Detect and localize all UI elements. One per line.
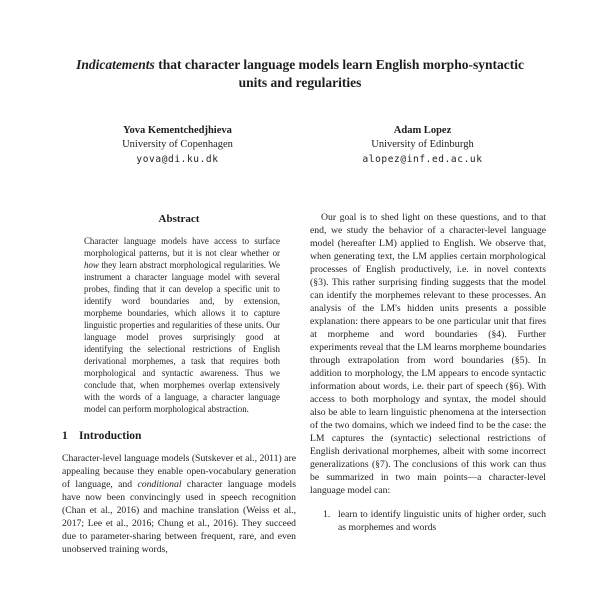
introduction-paragraph: Character-level language models (Sutskever et al., 2011) are appealing because they enable open-vocabulary generation of language, and conditional character language models have now been convincingly used in speech recognition (Chan et al., 2016) and machine translation (Weiss et al., 2017; Lee et al., 2016; Chung et al., 2016). They succeed due to parameter-sharing between frequent, rare, and even unobserved training words, bbox=[62, 453, 296, 555]
authors-block bbox=[55, 124, 545, 166]
author-1-email: yova@di.ku.dk bbox=[136, 154, 219, 165]
left-column bbox=[62, 213, 296, 600]
section-number: 1 bbox=[62, 430, 68, 442]
right-column bbox=[310, 211, 546, 600]
author-2-affiliation: University of Edinburgh bbox=[371, 139, 474, 150]
section-heading-introduction bbox=[62, 429, 296, 443]
paper-title-rest: that character language models learn English morpho-syntactic units and regularities bbox=[154, 57, 524, 90]
right-column-paragraph: Our goal is to shed light on these questions, and to that end, we study the behavior of a character-level language model (hereafter LM) applied to English. We observe that, when generating text, the LM applies certain morphological processes of English productively, i.e. in novel contexts (§3). This rather surprising finding suggests that the model can identify the morphemes relevant to these processes. An analysis of the LM's hidden units presents a possible explanation: there appears to be one particular unit that fires at morpheme and word boundaries (§4). Further experiments reveal that the LM learns morpheme boundaries through extrapolation from word boundaries (§5). In addition to morphology, the LM appears to encode syntactic information about words, i.e. their part of speech (§6). With access to both morphology and syntax, the model should also be able to learn linguistic phenomena at the intersection of the two domains, which we indeed find to be the case: the LM captures the (syntactic) selectional restrictions of English derivational morphemes, albeit with some incorrect generalizations (§7). The conclusions of this work can thus be summarized in two main points—a character-level language model can: bbox=[310, 212, 546, 496]
author-1-name: Yova Kementchedjhieva bbox=[123, 125, 232, 136]
abstract-text: Character language models have access to surface morphological patterns, but it is not clear whether or how they learn abstract morphological regularities. We instrument a character language model with several probes, finding that it can develop a specific unit to identify word boundaries and, by extension, morpheme boundaries, which allows it to capture linguistic properties and regularities of these units. Our language model proves surprisingly good at identifying the selectional restrictions of English derivational morphemes, a task that requires both morphological and syntactic awareness. Thus we conclude that, when morphemes overlap extensively with the words of a language, a character language model can perform morphological abstraction. bbox=[84, 236, 280, 414]
author-2-email: alopez@inf.ed.ac.uk bbox=[362, 154, 483, 165]
enumerated-item-1-marker: 1. bbox=[323, 509, 331, 520]
enumerated-item-1 bbox=[323, 508, 546, 534]
enumerated-item-1-text: learn to identify linguistic units of higher order, such as morphemes and words bbox=[338, 509, 546, 533]
author-2-name: Adam Lopez bbox=[393, 125, 452, 136]
author-1 bbox=[55, 124, 300, 166]
paper-title bbox=[70, 56, 530, 91]
author-2 bbox=[300, 124, 545, 166]
section-title: Introduction bbox=[79, 430, 142, 442]
paper-title-italic-word: Indicatements bbox=[76, 57, 155, 72]
abstract-heading: Abstract bbox=[158, 213, 200, 225]
author-1-affiliation: University of Copenhagen bbox=[122, 139, 233, 150]
